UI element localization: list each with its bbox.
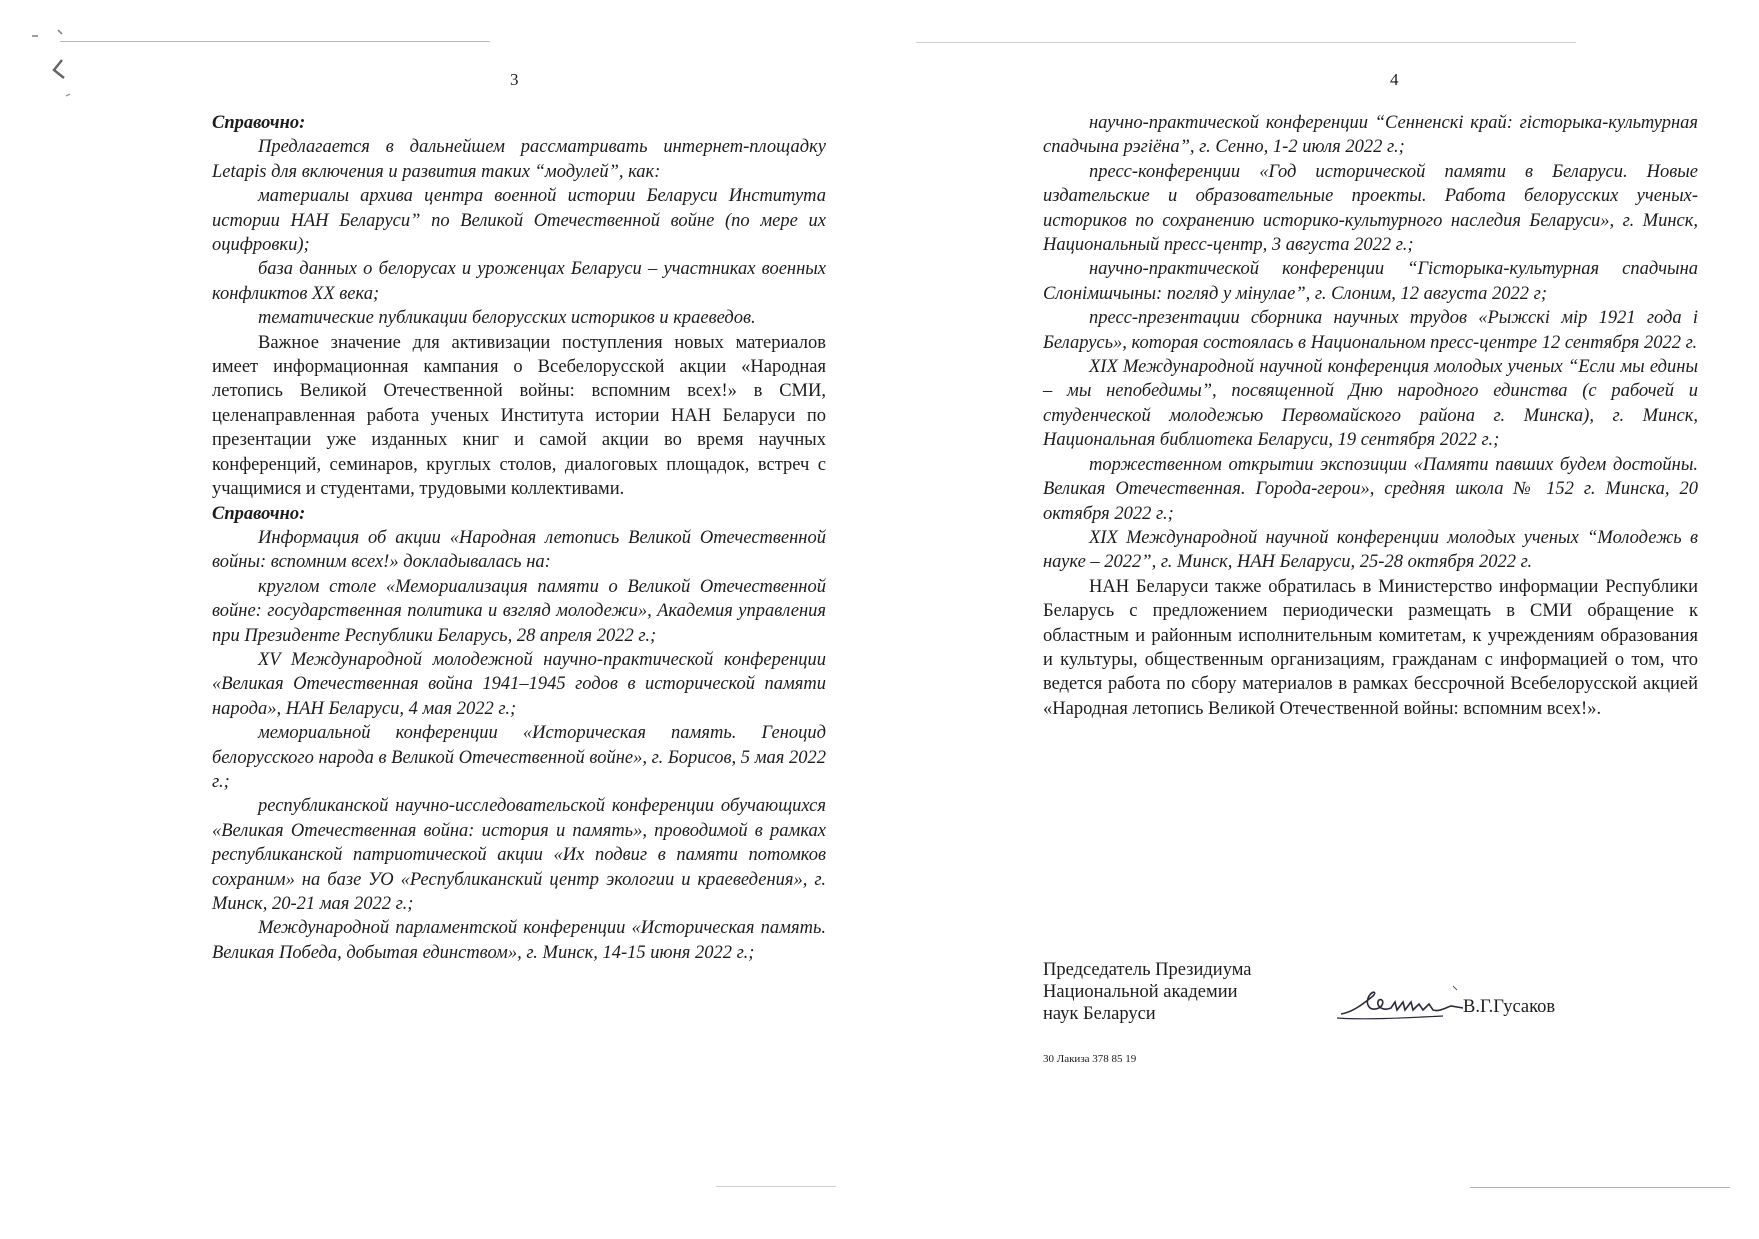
- paragraph: пресс-презентации сборника научных трудов «Рыжскі мір 1921 года і Беларусь», которая состоялась в Национальном пресс-центре 12 сентября 2022 г.: [1043, 308, 1698, 353]
- signatory-title-line: Председатель Президиума: [1043, 960, 1252, 980]
- signatory-name: В.Г.Гусаков: [1463, 997, 1556, 1017]
- executor-note: 30 Лакиза 378 85 19: [1043, 1053, 1137, 1065]
- paragraph: круглом столе «Мемориализация памяти о Великой Отечественной войне: государственная политика и взгляд молодежи», Академия управления при Президенте Республики Беларусь, 28 апреля 2022 г.;: [212, 576, 826, 646]
- signature-block: [1043, 959, 1723, 1039]
- paragraph: тематические публикации белорусских историков и краеведов.: [258, 308, 756, 329]
- section-heading: Справочно:: [212, 503, 306, 524]
- paragraph: Важное значение для активизации поступления новых материалов имеет информационная кампания о Всебелорусской акции «Народная летопись Великой Отечественной войны: вспомним всех!» в СМИ, целенаправленная работа ученых Института истории НАН Беларуси по презентации уже изданных книг и самой акции во время научных конференций, семинаров, круглых столов, диалоговых площадок, встреч с учащимися и студентами, трудовыми коллективами.: [212, 332, 826, 500]
- page-number: 4: [1390, 70, 1399, 89]
- right-page-text: [1043, 111, 1698, 721]
- signatory-title-line: наук Беларуси: [1043, 1004, 1156, 1024]
- paragraph: Информация об акции «Народная летопись Великой Отечественной войны: вспомним всех!» докладывалась на:: [212, 527, 826, 573]
- paragraph: мемориальной конференции «Историческая память. Геноцид белорусского народа в Великой Отечественной войне», г. Борисов, 5 мая 2022 г.;: [212, 723, 826, 792]
- paragraph: XIX Международной научной конференции молодых ученых “Молодежь в науке – 2022”, г. Минск, НАН Беларуси, 25-28 октября 2022 г.: [1043, 527, 1698, 573]
- paragraph: республиканской научно-исследовательской конференции обучающихся «Великая Отечественная война: история и память», проводимой в рамках республиканской патриотической акции «Их подвиг в памяти потомков сохраним» на базе УО «Республиканский центр экологии и краеведения», г. Минск, 20-21 мая 2022 г.;: [212, 796, 826, 914]
- paragraph: материалы архива центра военной истории Беларуси Института истории НАН Беларуси” по Великой Отечественной войне (по мере их оцифровки);: [212, 186, 826, 256]
- paragraph: пресс-конференции «Год исторической памяти в Беларуси. Новые издательские и образовательные проекты. Работа белорусских ученых-историков по сохранению историко-культурного наследия Беларуси», г. Минск, Национальный пресс-центр, 3 августа 2022 г.;: [1043, 161, 1698, 256]
- paragraph: Международной парламентской конференции «Историческая память. Великая Победа, добытая единством», г. Минск, 14-15 июня 2022 г.;: [212, 918, 826, 963]
- section-heading: Справочно:: [212, 113, 306, 133]
- paragraph: Предлагается в дальнейшем рассматривать интернет-площадку Letapis для включения и развития таких “модулей”, как:: [212, 137, 826, 182]
- paragraph: научно-практической конференции “Гісторыка-культурная спадчына Слонімшчыны: погляд у мінулае”, г. Слоним, 12 августа 2022 г;: [1043, 259, 1698, 304]
- paragraph: НАН Беларуси также обратилась в Министерство информации Республики Беларусь с предложением периодически размещать в СМИ обращение к областным и районным исполнительным комитетам, к учреждениям образования и культуры, общественным организациям, гражданам с информацией о том, что ведется работа по сбору материалов в рамках бессрочной Всебелорусской акцией «Народная летопись Великой Отечественной войны: вспомним всех!».: [1043, 576, 1698, 719]
- page-number: 3: [510, 70, 519, 89]
- paragraph: XIX Международной научной конференция молодых ученых “Если мы едины – мы непобедимы”, посвященной Дню народного единства (с рабочей и студенческой молодежью Первомайского района г. Минска), г. Минск, Национальная библиотека Беларуси, 19 сентября 2022 г.;: [1043, 357, 1698, 451]
- paragraph: торжественном открытии экспозиции «Памяти павших будем достойны. Великая Отечественная. Города-герои», средняя школа № 152 г. Минска, 20 октября 2022 г.;: [1043, 454, 1698, 524]
- paragraph: XV Международной молодежной научно-практической конференции «Великая Отечественная война 1941–1945 годов в исторической памяти народа», НАН Беларуси, 4 мая 2022 г.;: [212, 649, 826, 719]
- left-page-text: [212, 111, 826, 965]
- right-page: [880, 0, 1759, 1239]
- paragraph: научно-практической конференции “Сенненскі край: гісторыка-культурная спадчына рэгіёна”, г. Сенно, 1-2 июля 2022 г.;: [1043, 113, 1698, 158]
- signatory-title-line: Национальной академии: [1043, 982, 1238, 1002]
- signatory-title: [1043, 959, 1343, 1025]
- paragraph: база данных о белорусах и уроженцах Беларуси – участниках военных конфликтов XX века;: [212, 259, 826, 304]
